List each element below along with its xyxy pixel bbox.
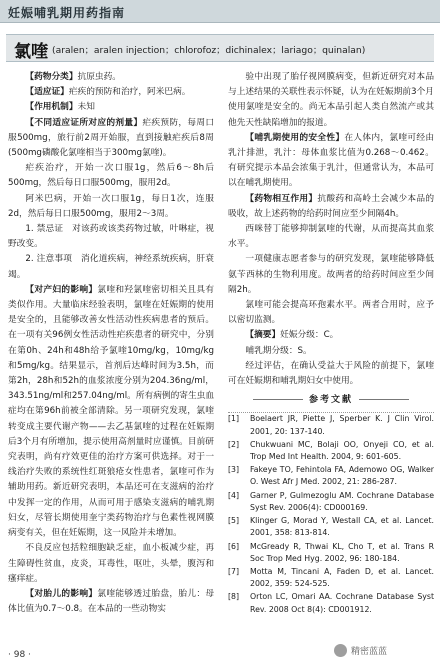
reference-number: [3] [228,465,240,475]
paragraph [8,222,214,252]
paragraph [8,70,214,85]
reference-text: Orton LC, Omari AA. Cochrane Database Syst Rev. 2008 Oct 8(4): CD001912. [250,592,434,614]
paragraph-text: 一项健康志愿者参与的研究发现，氯喹能够降低氨苄西林的生物利用度。故两者的给药时间应至少间隔2h。 [228,254,434,295]
paragraph [8,116,214,162]
section-tag: 【哺乳期使用的安全性】 [245,132,345,143]
section-tag: 【不同适应证所对应的剂量】 [25,117,143,128]
reference-number: [8] [228,592,240,602]
reference-text: Motta M, Tincani A, Faden D, et al. Lancet. 2002, 359: 524-525. [250,566,434,589]
paragraph-text: 疟疾治疗，开始一次口服1g，然后6～8h后500mg，然后每日口服500mg，服用2d。 [8,163,214,189]
paragraph [8,161,214,191]
references-list [228,412,434,615]
paragraph-text: 未知 [77,102,95,113]
reference-text: Fakeye TO, Fehintola FA, Ademowo OG, Walker O. West Afr J Med. 2002, 21: 286-287. [250,465,434,487]
paragraph [8,85,214,100]
section-tag: 【药物相互作用】 [245,193,318,204]
paragraph-text: 氯喹可能会提高环孢素水平。两者合用时，应予以密切监测。 [228,300,434,326]
reference-item [228,490,434,514]
reference-item [228,515,434,539]
paragraph-text: 哺乳期分级：S。 [245,345,312,356]
reference-item [228,464,434,488]
paragraph [8,252,214,282]
paragraph [228,131,434,192]
paragraph-text: 经过评估，在确认受益大于风险的前提下，氯喹可在妊娠期和哺乳期妇女中使用。 [228,360,434,387]
paragraph [228,252,434,298]
paragraph [228,70,434,131]
reference-number: [4] [228,490,240,500]
reference-text: Boelaert JR, Piette J, Sperber K. J Clin Virol. 2001, 20: 137-140. [250,414,434,436]
paragraph-text: 2. 注意事项 消化道疾病，神经系统疾病，肝衰竭。 [8,254,214,280]
reference-text: McGready R, Thwai KL, Cho T, et al. Trans R Soc Trop Med Hyg. 2002, 96: 180-184. [250,541,434,563]
paragraph [8,192,214,222]
drug-aliases: (aralen；aralen injection；chlorofoz；dichinalex；lariago；quinalan) [52,45,366,56]
right-column [228,70,434,617]
paragraph [228,328,434,343]
book-title: 妊娠哺乳期用药指南 [8,6,126,20]
section-tag: 【药物分类】 [25,72,78,82]
paragraph-text: 氯喹和羟氯喹密切相关且具有类似作用。大量临床经验表明，氯喹在妊娠期的使用是安全的，且能够改善女性活动性疾病患者的预后。在一项有关96例女性活动性疟疾患者的研究中，分别在第0h、24h和48h给予氯喹10mg/kg，10mg/kg和5mg/kg。结果显示，首剂后达峰时间为3.5h，而第2h，28h和52h的血浆浓度分别为204.36ng/ml，343.51ng/ml和257.04ng/ml。所有病例的寄生虫血症均在第96h前被全部清除。另一项研究发现，氯喹转变成主要代谢产物——去乙基氯喹的过程在妊娠期后3个月有所增加，提示使用高剂量时应谨慎。目前研究表明，尚有疗效更佳的治疗方案可供选择。对于一线治疗失败的系统性红斑狼疮女性患者，氯喹可作为辅助用药。新近研究表明，本品还可在支滋病的治疗中发挥一定的作用，从而可用于感染支滋病的哺乳期妇女，尽管长期使用奎宁类药物治疗与色素性视网膜病变有关，但在妊娠期，这一风险并未增加。 [8,284,215,539]
paragraph-text: 验中出现了胎仔视网膜病变，但新近研究对本品与上述结果的关联性表示怀疑，认为在妊娠期前3个月使用氯喹是安全的。尚无本品引起人类自然流产或其他先天性缺陷增加的报道。 [228,72,434,128]
reference-number: [7] [228,566,240,576]
section-tag: 【对产妇的影响】 [25,284,98,295]
page-number: · 98 · [8,650,31,660]
right-paragraphs [228,70,434,389]
watermark-text: 精密蓝蓝 [351,647,388,657]
reference-item [228,541,434,565]
paragraph [8,100,214,115]
paragraph [228,222,434,252]
reference-number: [1] [228,414,240,424]
paragraph [8,587,214,617]
paragraph [228,344,434,359]
paragraph-text: 疟疾预防，每周口服500mg，旅行前2周开始服，直到接触疟疾后8周(500mg磷酸化氯喹相当于300mg氯喹)。 [8,117,215,159]
paragraph [228,192,434,222]
drug-heading [6,34,434,62]
paragraph-text: 在人体内，氯喹可经由乳汁排泄，乳汁：母体血浆比值为0.268～0.462。有研究提示本品会浓集于乳汁，但通常认为，本品可以在哺乳期使用。 [228,132,435,189]
page-header [0,0,440,23]
drug-name: 氯喹 [14,42,48,62]
reference-item [228,591,434,615]
paragraph-text: 抗酸药和高岭土会减少本品的吸收，故上述药物的给药时间应至少间隔4h。 [228,193,434,219]
paragraph [228,298,434,328]
reference-text: Klinger G, Morad Y, Westall CA, et al. Lancet. 2001, 358: 813-814. [250,516,434,538]
left-column [8,70,214,617]
section-tag: 【适应证】 [25,87,69,98]
reference-item [228,566,434,590]
paragraph-text: 西咪替丁能够抑制氯喹的代谢，从而提高其血浆水平。 [228,224,434,250]
paragraph-text: 1. 禁忌证 对该药或该类药物过敏，叶啉症，视野改变。 [8,224,214,250]
reference-text: Garner P, Gulmezoglu AM. Cochrane Database Syst Rev. 2006(4): CD000169. [250,490,434,512]
reference-item [228,413,434,437]
reference-item [228,439,434,463]
section-tag: 【对胎儿的影响】 [25,588,98,599]
reference-text: Chukwuani MC, Bolaji OO, Onyeji CO, et al. Trop Med Int Health. 2004, 9: 601-605. [250,439,434,462]
paragraph [8,283,214,541]
paragraph [228,359,434,389]
section-tag: 【摘要】 [245,330,281,341]
watermark [334,644,387,657]
paragraph-text: 不良反应包括粒细胞缺乏症，血小板减少症，再生障碍性贫血，皮炎，耳毒性，呕吐，头晕，腹泻和瘙痒症。 [8,543,214,584]
paragraph-text: 氯喹能够透过胎盘，胎儿：母体比值为0.7～0.8。在本品的一些动物实 [8,588,214,615]
reference-number: [2] [228,439,240,449]
paragraph [8,541,214,587]
reference-number: [5] [228,516,240,526]
wechat-icon [334,644,347,657]
paragraph-text: 疟疾的预防和治疗，阿米巴病。 [68,87,191,98]
references-title: 参考文献 [228,393,434,408]
section-tag: 【作用机制】 [25,102,78,113]
paragraph-text: 妊娠分级：C。 [280,330,339,341]
paragraph-text: 抗原虫药。 [77,72,121,82]
reference-number: [6] [228,541,240,551]
paragraph-text: 阿米巴病，开始一次口服1g，每日1次，连服2d，然后每日口服500mg，服用2～3周。 [8,193,214,219]
